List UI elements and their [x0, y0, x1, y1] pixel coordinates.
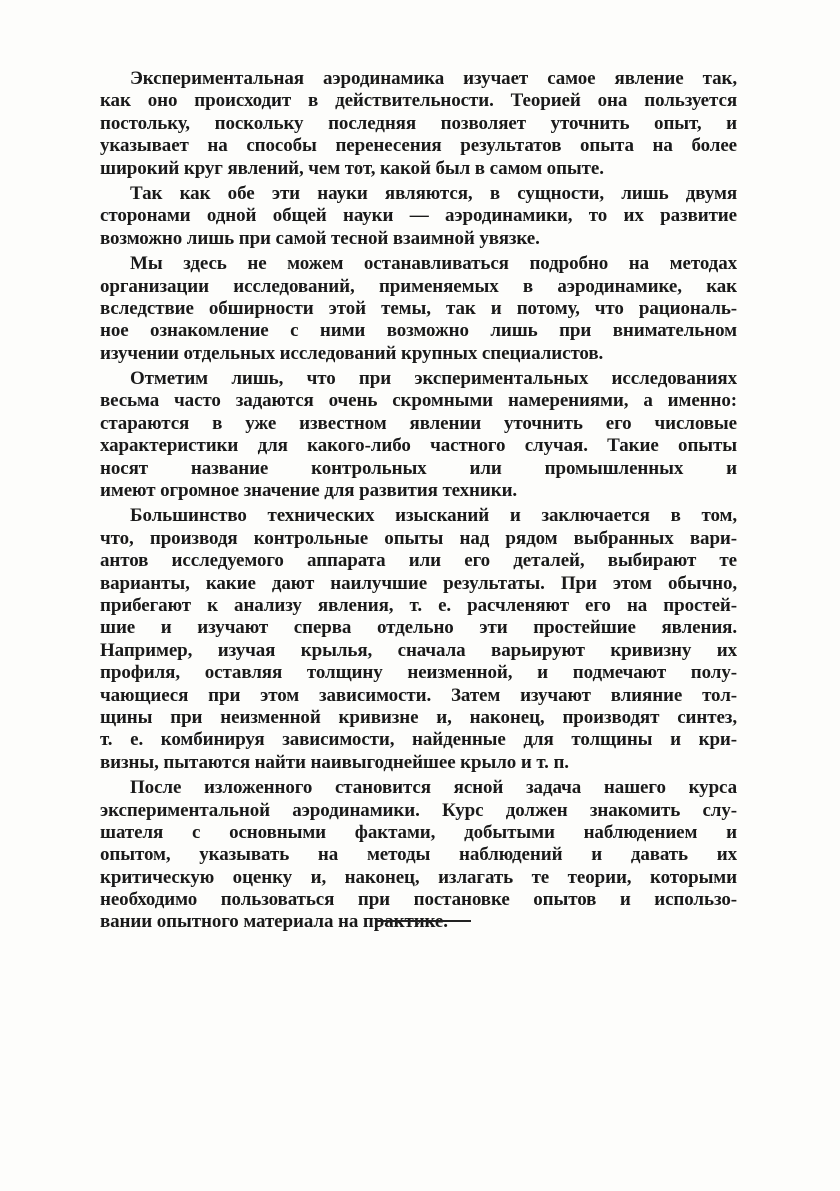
text-line: постольку, поскольку последняя позволяет уточнить опыт, и [100, 112, 737, 134]
text-line: Большинство технических изысканий и заключается в том, [130, 505, 737, 527]
paragraph-4 [100, 368, 737, 502]
text-line: весьма часто задаются очень скромными намерениями, а именно: [100, 390, 737, 412]
paragraph-1 [100, 68, 737, 180]
text-line: профиля, оставляя толщину неизменной, и подмечают полу- [100, 662, 737, 684]
text-line: имеют огромное значение для развития техники. [100, 480, 518, 502]
paragraph-6 [100, 777, 737, 934]
text-line: Например, изучая крылья, сначала варьируют кривизну их [100, 639, 737, 661]
text-line: антов исследуемого аппарата или его деталей, выбирают те [100, 550, 737, 572]
text-line: стараются в уже известном явлении уточнить его числовые [100, 412, 737, 434]
text-line: экспериментальной аэродинамики. Курс должен знакомить слу- [100, 799, 737, 821]
text-line: Отметим лишь, что при экспериментальных исследованиях [130, 368, 737, 390]
text-line: указывает на способы перенесения результатов опыта на более [100, 135, 737, 157]
section-end-rule [375, 920, 471, 922]
text-line: сторонами одной общей науки — аэродинамики, то их развитие [100, 205, 737, 227]
text-line: как оно происходит в действительности. Теорией она пользуется [100, 90, 737, 112]
paragraph-3 [100, 253, 737, 365]
text-line: т. е. комбинируя зависимости, найденные для толщины и кри- [100, 729, 737, 751]
paragraph-5 [100, 505, 737, 774]
text-line: шателя с основными фактами, добытыми наблюдением и [100, 821, 737, 843]
text-line: варианты, какие дают наилучшие результаты. При этом обычно, [100, 572, 737, 594]
text-line: чающиеся при этом зависимости. Затем изучают влияние тол- [100, 684, 737, 706]
text-line: щины при неизменной кривизне и, наконец, производят синтез, [100, 706, 737, 728]
text-line: характеристики для какого-либо частного случая. Такие опыты [100, 435, 737, 457]
text-line: носят название контрольных или промышленных и [100, 457, 737, 479]
paragraph-2 [100, 183, 737, 250]
text-line: критическую оценку и, наконец, излагать те теории, которыми [100, 866, 737, 888]
text-line: опытом, указывать на методы наблюдений и давать их [100, 844, 737, 866]
text-line: Экспериментальная аэродинамика изучает самое явление так, [130, 68, 737, 89]
body-text [100, 68, 737, 934]
text-line: широкий круг явлений, чем тот, какой был в самом опыте. [100, 157, 604, 179]
text-line: организации исследований, применяемых в аэродинамике, как [100, 275, 737, 297]
text-line: Мы здесь не можем останавливаться подробно на методах [130, 253, 737, 275]
text-line: После изложенного становится ясной задача нашего курса [130, 777, 737, 799]
text-line: ное ознакомление с ними возможно лишь при внимательном [100, 320, 737, 342]
text-line: шие и изучают сперва отдельно эти простейшие явления. [100, 617, 737, 639]
text-line: возможно лишь при самой тесной взаимной увязке. [100, 227, 540, 249]
text-line: изучении отдельных исследований крупных специалистов. [100, 342, 604, 364]
text-line: визны, пытаются найти наивыгоднейшее крыло и т. п. [100, 751, 569, 773]
text-line: прибегают к анализу явления, т. е. расчленяют его на простей- [100, 594, 737, 616]
text-line: вследствие обширности этой темы, так и потому, что рациональ- [100, 297, 737, 319]
text-line: что, производя контрольные опыты над рядом выбранных вари- [100, 527, 737, 549]
text-line: вании опытного материала на практике. [100, 911, 448, 933]
text-line: Так как обе эти науки являются, в сущности, лишь двумя [130, 182, 737, 204]
text-line: необходимо пользоваться при постановке опытов и использо- [100, 889, 737, 911]
